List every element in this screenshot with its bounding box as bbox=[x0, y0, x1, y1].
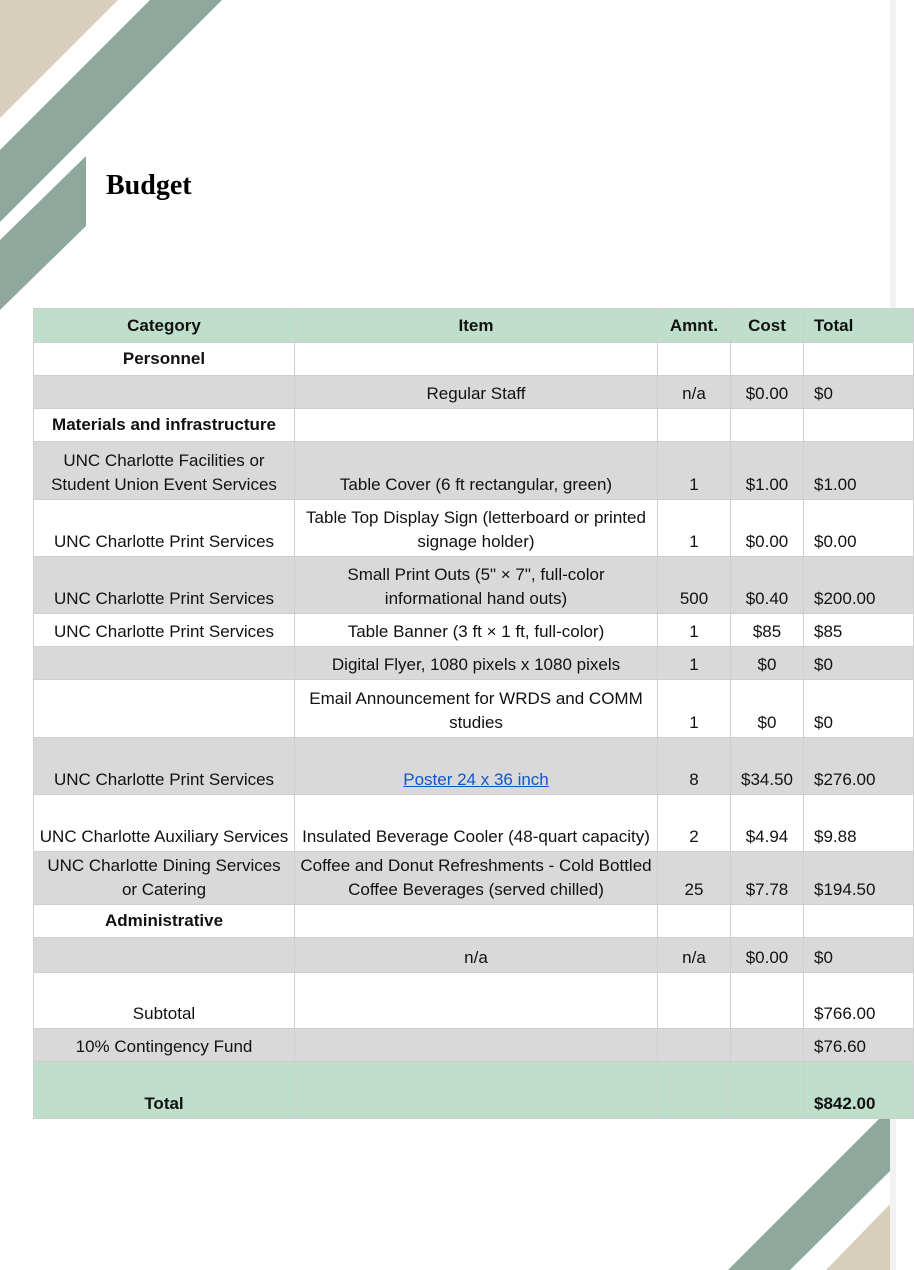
cell-total: $9.88 bbox=[804, 795, 914, 852]
cell-category bbox=[34, 938, 295, 973]
cell-total: $85 bbox=[804, 614, 914, 647]
cell-total bbox=[804, 905, 914, 938]
cell-cost: $34.50 bbox=[731, 738, 804, 795]
cell-item bbox=[295, 905, 658, 938]
cell-total: $0 bbox=[804, 647, 914, 680]
cell-cost bbox=[731, 1062, 804, 1119]
poster-link[interactable]: Poster 24 x 36 inch bbox=[403, 770, 549, 789]
cell-amount bbox=[658, 905, 731, 938]
cell-category: Materials and infrastructure bbox=[34, 409, 295, 442]
cell-item: Insulated Beverage Cooler (48-quart capacity) bbox=[295, 795, 658, 852]
cell-item: Table Top Display Sign (letterboard or printed signage holder) bbox=[295, 500, 658, 557]
cell-total: $276.00 bbox=[804, 738, 914, 795]
cell-category: Administrative bbox=[34, 905, 295, 938]
cell-amount: 8 bbox=[658, 738, 731, 795]
cell-total: $76.60 bbox=[804, 1029, 914, 1062]
cell-total: $766.00 bbox=[804, 973, 914, 1029]
page-title: Budget bbox=[106, 170, 192, 201]
cell-category: UNC Charlotte Print Services bbox=[34, 614, 295, 647]
header-row bbox=[34, 309, 914, 343]
cell-item bbox=[295, 973, 658, 1029]
cell-amount: 2 bbox=[658, 795, 731, 852]
cell-cost: $1.00 bbox=[731, 442, 804, 500]
cell-category: UNC Charlotte Facilities or Student Union Event Services bbox=[34, 442, 295, 500]
cell-category: Personnel bbox=[34, 343, 295, 376]
cell-amount: 1 bbox=[658, 647, 731, 680]
cell-amount: n/a bbox=[658, 376, 731, 409]
cell-amount bbox=[658, 409, 731, 442]
cell-item bbox=[295, 738, 658, 795]
table-row bbox=[34, 442, 914, 500]
cell-total: $0 bbox=[804, 938, 914, 973]
cell-category: UNC Charlotte Auxiliary Services bbox=[34, 795, 295, 852]
table-body bbox=[34, 343, 914, 1119]
cell-item: Regular Staff bbox=[295, 376, 658, 409]
table-row bbox=[34, 738, 914, 795]
budget-table bbox=[33, 308, 914, 1119]
table-row bbox=[34, 647, 914, 680]
header-category: Category bbox=[34, 309, 295, 343]
cell-amount bbox=[658, 973, 731, 1029]
cell-item: Table Banner (3 ft × 1 ft, full-color) bbox=[295, 614, 658, 647]
cell-amount: n/a bbox=[658, 938, 731, 973]
table-row bbox=[34, 680, 914, 738]
cell-cost: $0 bbox=[731, 647, 804, 680]
cell-item bbox=[295, 1029, 658, 1062]
cell-category: Total bbox=[34, 1062, 295, 1119]
cell-cost: $4.94 bbox=[731, 795, 804, 852]
cell-cost: $0.00 bbox=[731, 500, 804, 557]
cell-item: Email Announcement for WRDS and COMM studies bbox=[295, 680, 658, 738]
cell-category: UNC Charlotte Dining Services or Catering bbox=[34, 852, 295, 905]
table-row bbox=[34, 795, 914, 852]
table-row bbox=[34, 1062, 914, 1119]
cell-total: $200.00 bbox=[804, 557, 914, 614]
table-row bbox=[34, 409, 914, 442]
cell-cost: $85 bbox=[731, 614, 804, 647]
table-row bbox=[34, 852, 914, 905]
cell-cost bbox=[731, 905, 804, 938]
cell-cost: $7.78 bbox=[731, 852, 804, 905]
cell-item: Digital Flyer, 1080 pixels x 1080 pixels bbox=[295, 647, 658, 680]
cell-category bbox=[34, 647, 295, 680]
cell-item: Small Print Outs (5" × 7", full-color informational hand outs) bbox=[295, 557, 658, 614]
cell-category: Subtotal bbox=[34, 973, 295, 1029]
header-amount: Amnt. bbox=[658, 309, 731, 343]
cell-total: $1.00 bbox=[804, 442, 914, 500]
table-row bbox=[34, 938, 914, 973]
cell-total: $0.00 bbox=[804, 500, 914, 557]
cell-amount: 1 bbox=[658, 680, 731, 738]
cell-cost: $0 bbox=[731, 680, 804, 738]
cell-amount: 1 bbox=[658, 442, 731, 500]
table-row bbox=[34, 500, 914, 557]
cell-amount bbox=[658, 1029, 731, 1062]
cell-cost: $0.40 bbox=[731, 557, 804, 614]
table-row bbox=[34, 614, 914, 647]
cell-item bbox=[295, 1062, 658, 1119]
cell-category bbox=[34, 376, 295, 409]
cell-category bbox=[34, 680, 295, 738]
cell-cost bbox=[731, 973, 804, 1029]
cell-total: $0 bbox=[804, 376, 914, 409]
cell-item: n/a bbox=[295, 938, 658, 973]
table-row bbox=[34, 376, 914, 409]
cell-amount bbox=[658, 1062, 731, 1119]
cell-category: UNC Charlotte Print Services bbox=[34, 557, 295, 614]
cell-item: Coffee and Donut Refreshments - Cold Bottled Coffee Beverages (served chilled) bbox=[295, 852, 658, 905]
table-row bbox=[34, 973, 914, 1029]
cell-category: 10% Contingency Fund bbox=[34, 1029, 295, 1062]
cell-item bbox=[295, 343, 658, 376]
cell-amount: 1 bbox=[658, 614, 731, 647]
cell-amount: 500 bbox=[658, 557, 731, 614]
table-row bbox=[34, 343, 914, 376]
cell-cost bbox=[731, 343, 804, 376]
cell-total bbox=[804, 343, 914, 376]
cell-item: Table Cover (6 ft rectangular, green) bbox=[295, 442, 658, 500]
header-cost: Cost bbox=[731, 309, 804, 343]
table-row bbox=[34, 557, 914, 614]
table-row bbox=[34, 905, 914, 938]
cell-cost: $0.00 bbox=[731, 938, 804, 973]
cell-amount: 1 bbox=[658, 500, 731, 557]
cell-cost bbox=[731, 1029, 804, 1062]
header-item: Item bbox=[295, 309, 658, 343]
cell-category: UNC Charlotte Print Services bbox=[34, 738, 295, 795]
cell-total bbox=[804, 409, 914, 442]
cell-item bbox=[295, 409, 658, 442]
budget-table-container bbox=[33, 308, 876, 1119]
header-total: Total bbox=[804, 309, 914, 343]
cell-cost: $0.00 bbox=[731, 376, 804, 409]
cell-total: $0 bbox=[804, 680, 914, 738]
cell-category: UNC Charlotte Print Services bbox=[34, 500, 295, 557]
cell-amount: 25 bbox=[658, 852, 731, 905]
table-row bbox=[34, 1029, 914, 1062]
cell-amount bbox=[658, 343, 731, 376]
cell-cost bbox=[731, 409, 804, 442]
cell-total: $842.00 bbox=[804, 1062, 914, 1119]
cell-total: $194.50 bbox=[804, 852, 914, 905]
